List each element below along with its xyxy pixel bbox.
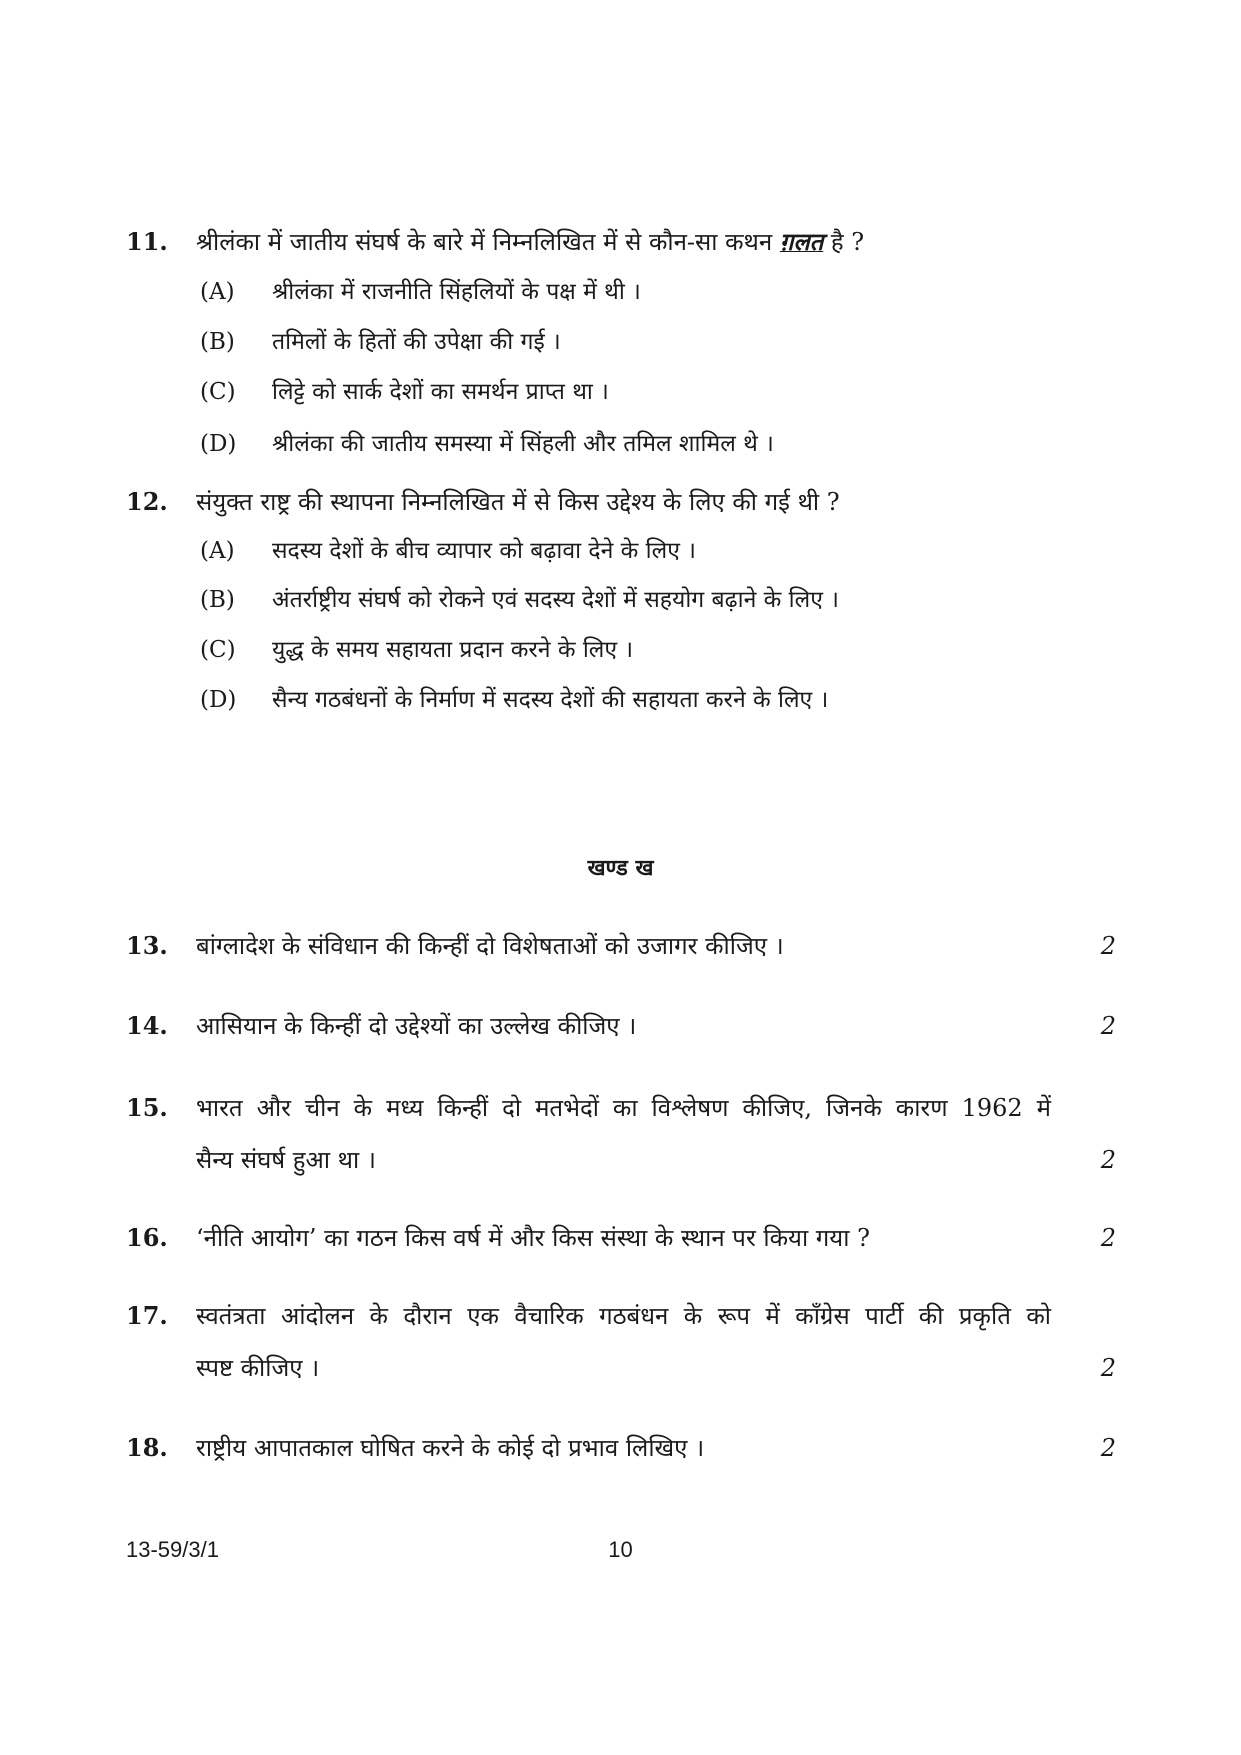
option-12-c <box>200 624 1100 676</box>
option-text: श्रीलंका में राजनीति सिंहलियों के पक्ष में थी । <box>272 279 641 305</box>
question-text-line: ‘नीति आयोग’ का गठन किस वर्ष में और किस संस्था के स्थान पर किया गया ? <box>196 1224 870 1252</box>
option-12-d <box>200 674 1100 726</box>
marks: 2 <box>1100 1146 1116 1174</box>
option-label: (B) <box>200 587 235 613</box>
question-text <box>196 476 1051 528</box>
marks: 2 <box>1100 1012 1116 1040</box>
option-label: (A) <box>200 279 235 305</box>
question-text-line: स्वतंत्रता आंदोलन के दौरान एक वैचारिक गठबंधन के रूप में काँग्रेस पार्टी की प्रकृति को <box>196 1302 1051 1330</box>
question-text <box>196 216 1051 268</box>
question-text-part: है ? <box>823 228 865 256</box>
question-text <box>196 1290 1051 1394</box>
paper-code: 13-59/3/1 <box>126 1537 219 1562</box>
question-number: 11. <box>126 227 168 256</box>
question-11 <box>126 216 1116 268</box>
question-text <box>196 920 1051 972</box>
question-text <box>196 1000 1051 1052</box>
question-number: 16. <box>126 1223 168 1252</box>
question-13 <box>126 920 1116 972</box>
option-12-a <box>200 525 1100 577</box>
option-label: (D) <box>200 687 237 713</box>
option-text: युद्ध के समय सहायता प्रदान करने के लिए । <box>272 637 634 663</box>
marks: 2 <box>1100 932 1116 960</box>
question-text-line: स्पष्ट कीजिए । <box>196 1354 320 1382</box>
section-title: खण्ड ख <box>587 855 654 881</box>
option-11-c <box>200 366 1100 418</box>
option-12-b <box>200 574 1100 626</box>
question-text-line: भारत और चीन के मध्य किन्हीं दो मतभेदों का विश्लेषण कीजिए, जिनके कारण 1962 में <box>196 1094 1051 1122</box>
option-label: (B) <box>200 329 235 355</box>
option-text: सदस्य देशों के बीच व्यापार को बढ़ावा देने के लिए । <box>272 538 696 564</box>
question-number: 14. <box>126 1011 168 1040</box>
question-text <box>196 1422 1051 1474</box>
option-label: (A) <box>200 538 235 564</box>
option-text: श्रीलंका की जातीय समस्या में सिंहली और तमिल शामिल थे । <box>272 431 774 457</box>
marks: 2 <box>1100 1224 1116 1252</box>
question-text-part: श्रीलंका में जातीय संघर्ष के बारे में निम्नलिखित में से कौन-सा कथन <box>196 228 780 256</box>
question-15 <box>126 1082 1116 1186</box>
question-16 <box>126 1212 1116 1264</box>
option-11-a <box>200 266 1100 318</box>
question-text <box>196 1212 1051 1264</box>
option-text: लिट्टे को सार्क देशों का समर्थन प्राप्त था । <box>272 379 609 405</box>
page-number: 10 <box>608 1537 633 1562</box>
option-label: (C) <box>200 637 236 663</box>
option-label: (D) <box>200 431 237 457</box>
question-text-line: सैन्य संघर्ष हुआ था । <box>196 1146 376 1174</box>
question-number: 13. <box>126 931 168 960</box>
question-number: 18. <box>126 1433 168 1462</box>
marks: 2 <box>1100 1354 1116 1382</box>
option-text: अंतर्राष्ट्रीय संघर्ष को रोकने एवं सदस्य देशों में सहयोग बढ़ाने के लिए । <box>272 587 839 613</box>
marks: 2 <box>1100 1434 1116 1462</box>
question-17 <box>126 1290 1116 1394</box>
option-text: तमिलों के हितों की उपेक्षा की गई । <box>272 329 561 355</box>
option-11-d <box>200 418 1100 470</box>
question-12 <box>126 476 1116 528</box>
question-text-line: संयुक्त राष्ट्र की स्थापना निम्नलिखित में से किस उद्देश्य के लिए की गई थी ? <box>196 488 840 516</box>
question-text-line: राष्ट्रीय आपातकाल घोषित करने के कोई दो प्रभाव लिखिए । <box>196 1434 705 1462</box>
option-label: (C) <box>200 379 236 405</box>
question-number: 15. <box>126 1093 168 1122</box>
question-text-line: बांग्लादेश के संविधान की किन्हीं दो विशेषताओं को उजागर कीजिए । <box>196 932 784 960</box>
question-text-line: आसियान के किन्हीं दो उद्देश्यों का उल्लेख कीजिए । <box>196 1012 637 1040</box>
emphasis-word: ग़लत <box>779 227 824 256</box>
question-18 <box>126 1422 1116 1474</box>
option-text: सैन्य गठबंधनों के निर्माण में सदस्य देशों की सहायता करने के लिए । <box>272 687 829 713</box>
question-number: 17. <box>126 1301 168 1330</box>
question-text <box>196 1082 1051 1186</box>
question-number: 12. <box>126 487 168 516</box>
question-14 <box>126 1000 1116 1052</box>
option-11-b <box>200 316 1100 368</box>
